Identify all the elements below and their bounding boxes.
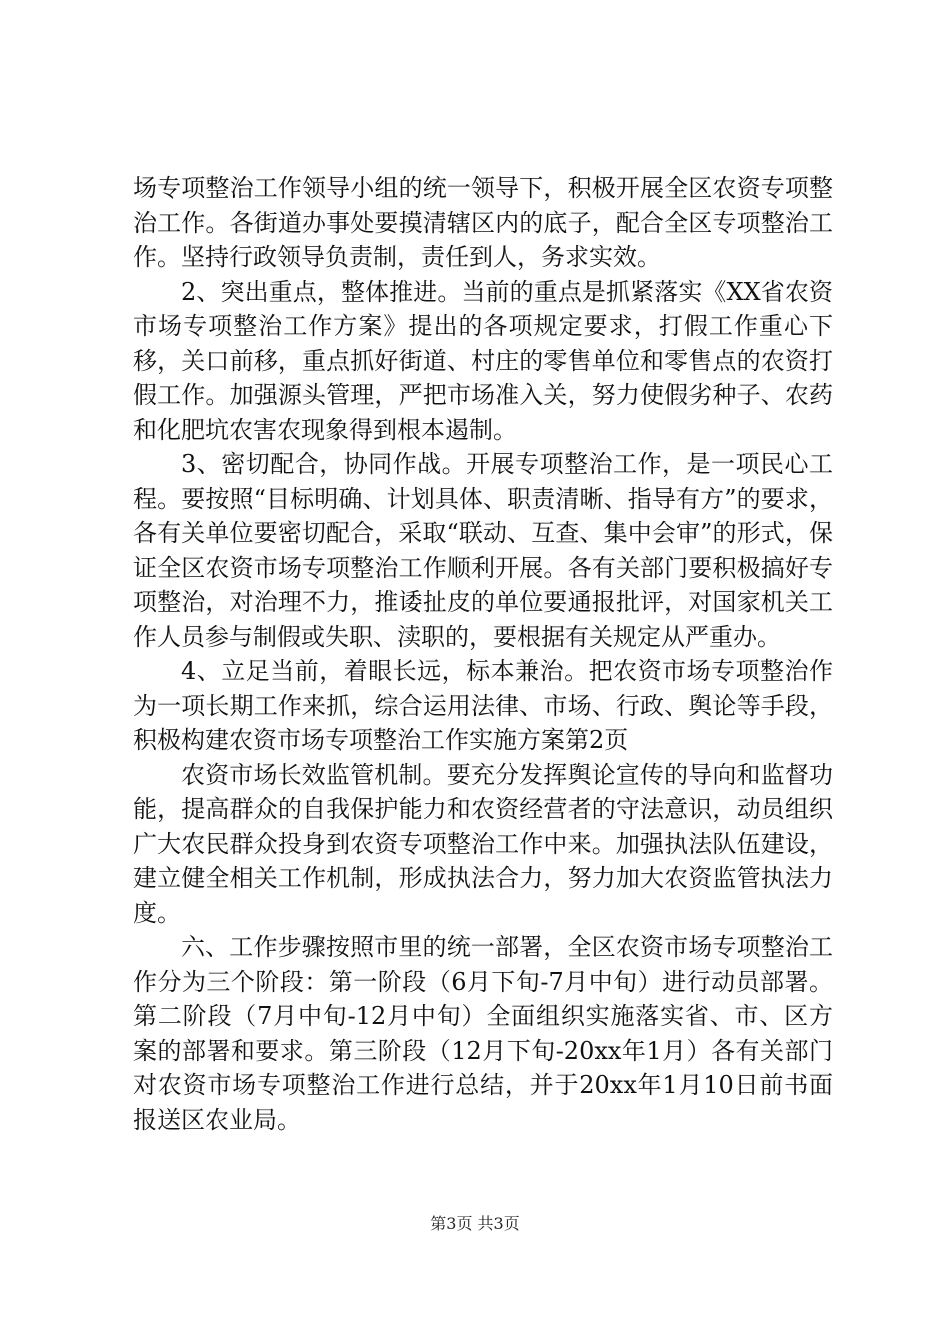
paragraph-3: 3、密切配合，协同作战。开展专项整治工作，是一项民心工程。要按照“目标明确、计划具体、职责清晰、指导有方”的要求，各有关单位要密切配合，采取“联动、互查、集中会审”的形式，保证全区农资市场专项整治工作顺利开展。各有关部门要积极搞好专项整治，对治理不力，推诿扯皮的单位要通报批评，对国家机关工作人员参与制假或失职、渎职的，要根据有关规定从严重办。	[133, 450, 833, 651]
paragraph-5: 农资市场长效监管机制。要充分发挥舆论宣传的导向和监督功能，提高群众的自我保护能力和农资经营者的守法意识，动员组织广大农民群众投身到农资专项整治工作中来。加强执法队伍建设，建立健全相关工作机制，形成执法合力，努力加大农资监管执法力度。	[133, 760, 833, 927]
document-body	[133, 171, 833, 1137]
paragraph-2: 2、突出重点，整体推进。当前的重点是抓紧落实《XX省农资市场专项整治工作方案》提出的各项规定要求，打假工作重心下移，关口前移，重点抓好街道、村庄的零售单位和零售点的农资打假工作。加强源头管理，严把市场准入关，努力使假劣种子、农药和化肥坑农害农现象得到根本遏制。	[133, 277, 833, 444]
paragraph-4: 4、立足当前，着眼长远，标本兼治。把农资市场专项整治作为一项长期工作来抓，综合运用法律、市场、行政、舆论等手段，积极构建农资市场专项整治工作实施方案第2页	[133, 657, 833, 754]
page-footer: 第3页 共3页	[430, 1214, 520, 1233]
paragraph-continuation: 场专项整治工作领导小组的统一领导下，积极开展全区农资专项整治工作。各街道办事处要摸清辖区内的底子，配合全区专项整治工作。坚持行政领导负责制，责任到人，务求实效。	[133, 174, 833, 271]
paragraph-6: 六、工作步骤按照市里的统一部署，全区农资市场专项整治工作分为三个阶段：第一阶段（6月下旬-7月中旬）进行动员部署。第二阶段（7月中旬-12月中旬）全面组织实施落实省、市、区方案的部署和要求。第三阶段（12月下旬-20xx年1月）各有关部门对农资市场专项整治工作进行总结，并于20xx年1月10日前书面报送区农业局。	[133, 933, 833, 1134]
